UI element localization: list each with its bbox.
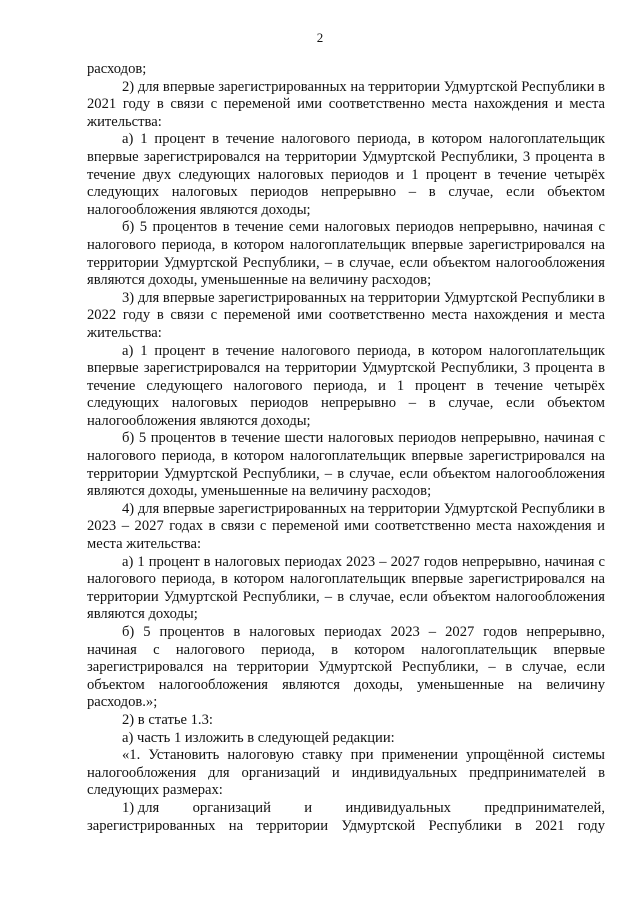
paragraph: «1. Установить налоговую ставку при применении упрощённой системы налогообложения для организаций и индивидуальных предпринимателей в следующих размерах: bbox=[87, 747, 605, 799]
word: организаций bbox=[192, 799, 271, 816]
paragraph: 3) для впервые зарегистрированных на территории Удмуртской Республики в 2022 году в связи с переменой ими соответственно места нахождения и места жительства: bbox=[87, 289, 605, 341]
list-item-first-line bbox=[87, 800, 605, 818]
paragraph: 2) для впервые зарегистрированных на территории Удмуртской Республики в 2021 году в связи с переменой ими соответственно места нахождения и места жительства: bbox=[87, 78, 605, 130]
paragraph: а) 1 процент в налоговых периодах 2023 – 2027 годов непрерывно, начиная с налогового периода, в котором налогоплательщик впервые зарегистрировался на территории Удмуртской Республики, – в случае, если объектом налогообложения являются доходы; bbox=[87, 553, 605, 623]
page-number: 2 bbox=[316, 30, 324, 45]
paragraph: 2) в статье 1.3: bbox=[122, 711, 213, 728]
word: индивидуальных bbox=[345, 799, 451, 816]
paragraph: б) 5 процентов в течение семи налоговых периодов непрерывно, начиная с налогового периода, в котором налогоплательщик впервые зарегистрировался на территории Удмуртской Республики, – в случае, если объектом налогообложения являются доходы, уменьшенные на величину расходов; bbox=[87, 219, 605, 289]
word: 1) для bbox=[122, 799, 160, 816]
word: предпринимателей, bbox=[484, 799, 605, 816]
paragraph: а) 1 процент в течение налогового периода, в котором налогоплательщик впервые зарегистрировался на территории Удмуртской Республики, 3 процента в течение следующего налогового периода, и 1 процент в течение четырёх следующих налоговых периодов непрерывно – в случае, если объектом налогообложения являются доходы; bbox=[87, 342, 605, 429]
paragraph: а) 1 процент в течение налогового периода, в котором налогоплательщик впервые зарегистрировался на территории Удмуртской Республики, 3 процента в течение двух следующих налоговых периодов и 1 процент в течение четырёх следующих налоговых периодов непрерывно – в случае, если объектом налогообложения являются доходы; bbox=[87, 131, 605, 218]
paragraph: б) 5 процентов в течение шести налоговых периодов непрерывно, начиная с налогового периода, в котором налогоплательщик впервые зарегистрировался на территории Удмуртской Республики, – в случае, если объектом налогообложения являются доходы, уменьшенные на величину расходов; bbox=[87, 430, 605, 500]
paragraph-continuation: зарегистрированных на территории Удмуртской Республики в 2021 году bbox=[87, 817, 605, 834]
paragraph: расходов; bbox=[87, 61, 147, 77]
word: и bbox=[304, 799, 313, 816]
paragraph: а) часть 1 изложить в следующей редакции: bbox=[122, 729, 395, 746]
paragraph: 4) для впервые зарегистрированных на территории Удмуртской Республики в 2023 – 2027 годах в связи с переменой ими соответственно места нахождения и места жительства: bbox=[87, 500, 605, 553]
document-body bbox=[87, 61, 605, 835]
paragraph: б) 5 процентов в налоговых периодах 2023 – 2027 годов непрерывно, начиная с налогового периода, в котором налогоплательщик впервые зарегистрировался на территории Удмуртской Республики, – в случае, если объектом налогообложения являются доходы, уменьшенные на величину расходов.»; bbox=[87, 624, 605, 711]
